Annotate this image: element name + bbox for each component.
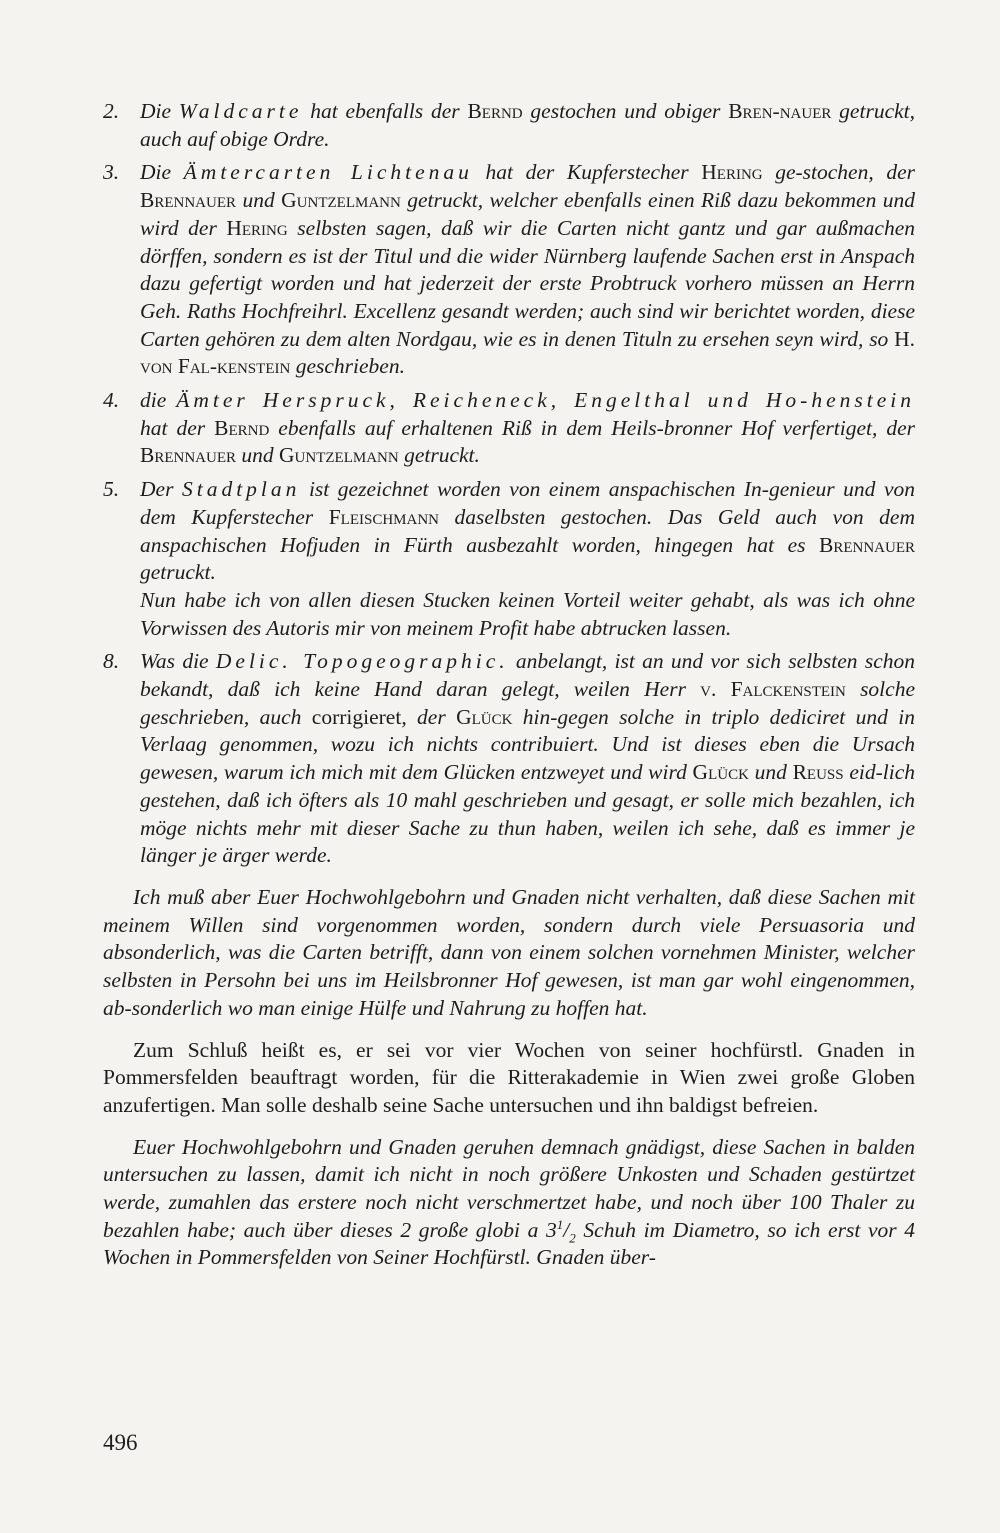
list-item: [103, 159, 915, 381]
person-name: Bernd: [214, 415, 270, 440]
person-name: Brennauer: [140, 188, 237, 213]
roman-word: corrigieret: [311, 704, 402, 729]
person-name: Fleischmann: [328, 504, 440, 529]
person-name: Bren-nauer: [728, 99, 832, 123]
person-name: H. von Fal-kenstein: [140, 326, 915, 379]
spaced-term: Waldcarte: [178, 99, 303, 123]
spaced-term: Delic. Topogeographic.: [215, 649, 509, 674]
spaced-term: Ämter Herspruck, Reicheneck, Engelthal und Ho-henstein: [176, 388, 915, 413]
item-number: 3.: [103, 160, 120, 185]
person-name: v. Falckenstein: [700, 677, 846, 702]
person-name: Glück: [456, 704, 513, 729]
item-text: Die Waldcarte hat ebenfalls der Bernd gestochen und obiger Bren-nauer getruckt, auch auf obige Ordre.: [140, 99, 915, 151]
person-name: Guntzelmann: [279, 443, 399, 468]
person-name: Bernd: [467, 99, 523, 123]
fraction-denominator: 2: [569, 1230, 576, 1246]
spaced-term: Ämtercarten Lichtenau: [183, 160, 473, 185]
spaced-term: Stadtplan: [181, 477, 301, 502]
item-number: 8.: [103, 649, 120, 674]
fraction-slash: /: [563, 1217, 570, 1242]
person-name: Brennauer: [140, 443, 237, 468]
fraction-numerator: 1: [556, 1216, 564, 1232]
list-item: [103, 648, 915, 870]
person-name: Reuss: [792, 760, 844, 785]
item-text: Die Ämtercarten Lichtenau hat der Kupferstecher Hering ge-stochen, der Brennauer und Guntzelmann getruckt, welcher ebenfalls einen Riß dazu bekommen und wird der Hering selbsten sagen, daß wir die Carten nicht gantz und gar außmachen dörffen, sondern es ist der Titul und die wider Nürnberg laufende Sachen erst in Anspach dazu gefertigt worden und hat jederzeit der erste Probtruck vorhero müssen an Herrn Geh. Raths Hochfreihrl. Excellenz gesandt werden; auch sind wir berichtet worden, diese Carten gehören zu dem alten Nordgau, wie es in denen Tituln zu ersehen seyn wird, so H. von Fal-kenstein geschrieben.: [140, 160, 916, 379]
person-name: Hering: [701, 160, 763, 185]
italic-paragraph: Euer Hochwohlgebohrn und Gnaden geruhen demnach gnädigst, diese Sachen in balden untersuchen zu lassen, damit ich nicht in noch größere Unkosten und Schaden gestürtzet werde, zumahlen das erstere noch nicht verschmertzet habe, und noch über 100 Thaler zu bezahlen habe; auch über dieses 2 große globi a $3^1/_2$ Schuh im Diametro, so ich erst vor 4 Wochen in Pommersfelden von Seiner Hochfürstl. Gnaden über-: [103, 1134, 915, 1270]
item-continuation: Nun habe ich von allen diesen Stucken keinen Vorteil weiter gehabt, als was ich ohne Vorwissen des Autoris mir von meinem Profit habe abtrucken lassen.: [140, 587, 915, 640]
item-number: 2.: [103, 99, 120, 123]
italic-paragraph: Ich muß aber Euer Hochwohlgebohrn und Gnaden nicht verhalten, daß diese Sachen mit meinem Willen sind vorgenommen worden, sondern durch viele Persuasoria und absonderlich, was die Carten betrifft, dann von einem solchen vornehmen Minister, welcher selbsten in Persohn bei uns im Heilsbronner Hof gewesen, ist man gar wohl eingenommen, ab-sonderlich wo man einige Hülfe und Nahrung zu hoffen hat.: [103, 884, 915, 1020]
roman-paragraph: Zum Schluß heißt es, er sei vor vier Wochen von seiner hochfürstl. Gnaden in Pommersfelden beauftragt worden, für die Ritterakademie in Wien zwei große Globen anzufertigen. Man solle deshalb seine Sache untersuchen und ihn baldigst befreien.: [103, 1037, 915, 1117]
page-text-block: [103, 98, 915, 1272]
item-text: Was die Delic. Topogeographic. anbelangt, ist an und vor sich selbsten schon bekandt, daß ich keine Hand daran gelegt, weilen Herr v. Falckenstein solche geschrieben, auch corrigieret, der Glück hin-gegen solche in triplo dediciret und in Verlaag genommen, wozu ich nichts contribuiert. Und ist dieses eben die Ursach gewesen, warum ich mich mit dem Glücken entzweyet und wird Glück und Reuss eid-lich gestehen, daß ich öfters als 10 mahl geschrieben und gesagt, er solle mich bezahlen, ich möge nichts mehr mit dieser Sache zu thun haben, weilen ich sehe, daß es immer je länger je ärger werde.: [140, 649, 916, 868]
item-text: die Ämter Herspruck, Reicheneck, Engelthal und Ho-henstein hat der Bernd ebenfalls auf erhaltenen Riß in dem Heils-bronner Hof verfertiget, der Brennauer und Guntzelmann getruckt.: [140, 388, 916, 468]
person-name: Brennauer: [818, 532, 915, 557]
list-item: [103, 98, 915, 153]
list-item: [103, 387, 915, 470]
person-name: Guntzelmann: [281, 188, 401, 213]
person-name: Hering: [226, 215, 288, 240]
page-number: 496: [103, 1430, 138, 1455]
person-name: Glück: [692, 760, 749, 785]
list-item: [103, 476, 915, 642]
item-number: 5.: [103, 477, 120, 502]
item-number: 4.: [103, 388, 120, 413]
item-text: Der Stadtplan ist gezeichnet worden von einem anspachischen In-genieur und von dem Kupferstecher Fleischmann daselbsten gestochen. Das Geld auch von dem anspachischen Hofjuden in Fürth ausbezahlt worden, hingegen hat es Brennauer getruckt.: [140, 477, 915, 585]
